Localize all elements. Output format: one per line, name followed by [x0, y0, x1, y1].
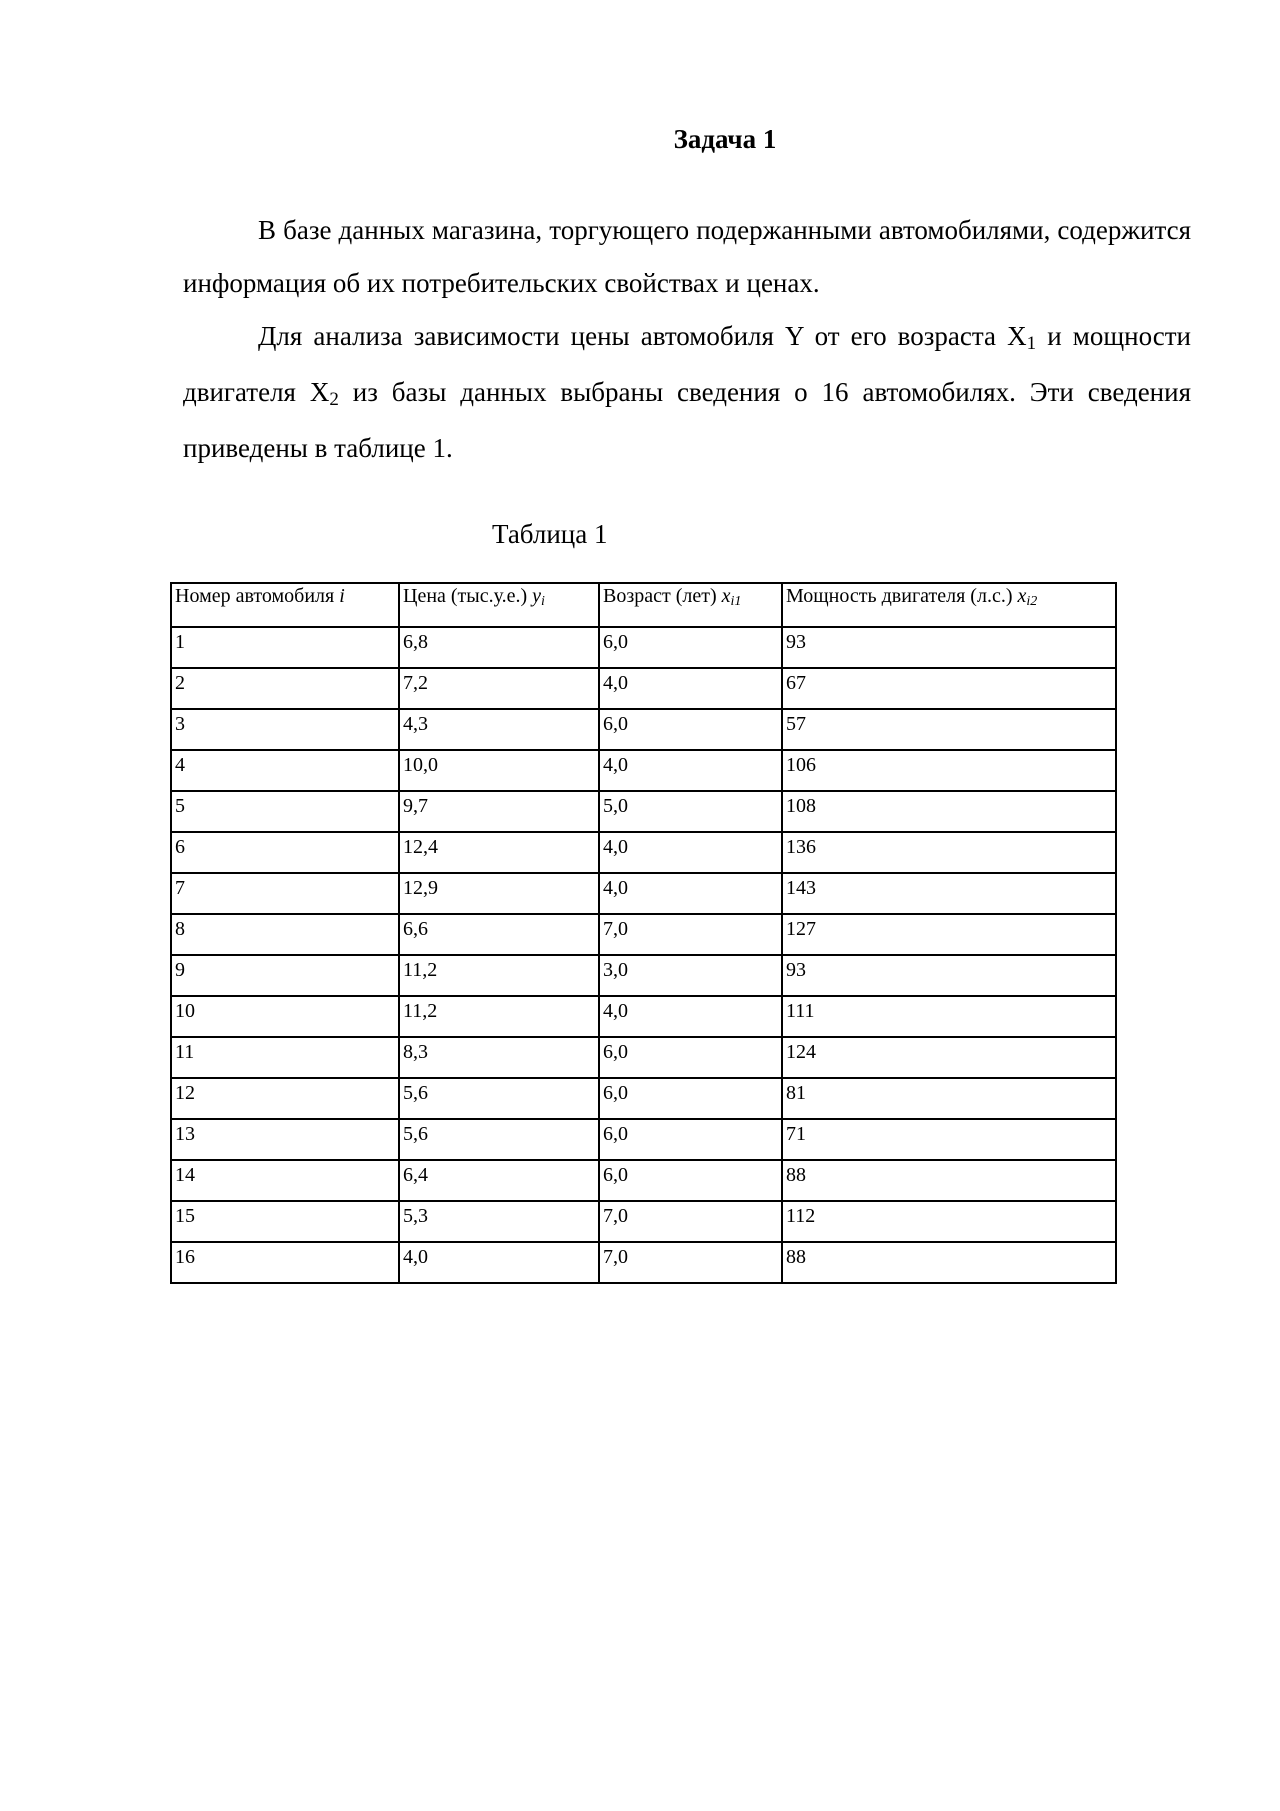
table-row — [171, 832, 1116, 873]
cell-number: 9 — [171, 955, 399, 996]
cell-age: 4,0 — [599, 996, 782, 1037]
paragraph-1: В базе данных магазина, торгующего подержанными автомобилями, содержится информация об их потребительских свойствах и ценах. — [183, 215, 1191, 298]
cell-power: 88 — [782, 1160, 1116, 1201]
cell-age: 6,0 — [599, 627, 782, 668]
cell-number: 7 — [171, 873, 399, 914]
cell-age: 4,0 — [599, 750, 782, 791]
subscript-2: 2 — [329, 389, 339, 410]
header-label: Мощность двигателя (л.с.) — [786, 585, 1018, 607]
cell-power: 93 — [782, 955, 1116, 996]
header-label: Возраст (лет) — [603, 585, 722, 607]
table-row — [171, 914, 1116, 955]
cell-age: 6,0 — [599, 1119, 782, 1160]
cell-power: 136 — [782, 832, 1116, 873]
table-row — [171, 627, 1116, 668]
cars-table — [170, 582, 1117, 1284]
cell-power: 127 — [782, 914, 1116, 955]
cell-price: 5,6 — [399, 1119, 599, 1160]
cell-number: 8 — [171, 914, 399, 955]
cell-price: 6,4 — [399, 1160, 599, 1201]
cell-price: 6,6 — [399, 914, 599, 955]
header-subscript: i2 — [1026, 594, 1038, 609]
cell-number: 12 — [171, 1078, 399, 1119]
cell-power: 57 — [782, 709, 1116, 750]
table-header-row — [171, 583, 1116, 627]
cell-age: 6,0 — [599, 709, 782, 750]
table-row — [171, 1242, 1116, 1283]
cell-price: 11,2 — [399, 996, 599, 1037]
cell-power: 88 — [782, 1242, 1116, 1283]
cell-age: 4,0 — [599, 668, 782, 709]
table-row — [171, 791, 1116, 832]
table-row — [171, 668, 1116, 709]
cell-age: 6,0 — [599, 1160, 782, 1201]
cell-price: 9,7 — [399, 791, 599, 832]
header-cell-price — [399, 583, 599, 627]
cell-price: 4,3 — [399, 709, 599, 750]
header-variable: i — [339, 585, 345, 607]
cell-power: 93 — [782, 627, 1116, 668]
table-row — [171, 955, 1116, 996]
cell-age: 6,0 — [599, 1037, 782, 1078]
header-subscript: i1 — [730, 594, 742, 609]
header-label: Номер автомобиля — [175, 585, 340, 607]
cell-price: 4,0 — [399, 1242, 599, 1283]
cell-price: 12,4 — [399, 832, 599, 873]
cell-power: 81 — [782, 1078, 1116, 1119]
cell-age: 7,0 — [599, 1201, 782, 1242]
cell-power: 106 — [782, 750, 1116, 791]
cell-price: 12,9 — [399, 873, 599, 914]
header-variable: x — [1017, 585, 1027, 607]
header-subscript: i — [541, 594, 545, 609]
cell-number: 4 — [171, 750, 399, 791]
header-variable: x — [721, 585, 731, 607]
table-caption: Таблица 1 — [492, 519, 608, 549]
cell-age: 4,0 — [599, 873, 782, 914]
paragraph-2-part-1: Для анализа зависимости цены автомобиля Y от его возраста X — [258, 321, 1027, 351]
paragraph-2 — [183, 310, 1191, 475]
cell-power: 67 — [782, 668, 1116, 709]
cell-power: 108 — [782, 791, 1116, 832]
paragraph-2-part-3: из базы данных выбраны сведения о 16 автомобилях. Эти сведения приведены в таблице 1. — [183, 377, 1191, 463]
cell-age: 7,0 — [599, 914, 782, 955]
table-row — [171, 1201, 1116, 1242]
header-variable: y — [532, 585, 542, 607]
header-label: Цена (тыс.у.е.) — [403, 585, 533, 607]
cell-age: 6,0 — [599, 1078, 782, 1119]
cell-price: 10,0 — [399, 750, 599, 791]
table-row — [171, 1037, 1116, 1078]
subscript-1: 1 — [1026, 333, 1037, 354]
cell-price: 6,8 — [399, 627, 599, 668]
cell-age: 5,0 — [599, 791, 782, 832]
cell-power: 112 — [782, 1201, 1116, 1242]
cell-number: 14 — [171, 1160, 399, 1201]
table-row — [171, 1078, 1116, 1119]
cell-number: 11 — [171, 1037, 399, 1078]
table-row — [171, 750, 1116, 791]
cell-power: 71 — [782, 1119, 1116, 1160]
cell-number: 15 — [171, 1201, 399, 1242]
cell-price: 5,3 — [399, 1201, 599, 1242]
cell-power: 143 — [782, 873, 1116, 914]
table-row — [171, 873, 1116, 914]
cell-number: 16 — [171, 1242, 399, 1283]
paragraph-2-part-2: и мощности двигателя X — [183, 321, 1191, 407]
cell-power: 124 — [782, 1037, 1116, 1078]
header-cell-power — [782, 583, 1116, 627]
page-title: Задача 1 — [673, 124, 777, 154]
header-cell-number — [171, 583, 399, 627]
cell-age: 7,0 — [599, 1242, 782, 1283]
cell-number: 2 — [171, 668, 399, 709]
cell-number: 3 — [171, 709, 399, 750]
cell-age: 3,0 — [599, 955, 782, 996]
cell-age: 4,0 — [599, 832, 782, 873]
problem-text — [183, 204, 1191, 475]
table-row — [171, 1160, 1116, 1201]
cell-number: 10 — [171, 996, 399, 1037]
cell-power: 111 — [782, 996, 1116, 1037]
table-row — [171, 996, 1116, 1037]
cell-price: 11,2 — [399, 955, 599, 996]
cell-number: 5 — [171, 791, 399, 832]
table-row — [171, 1119, 1116, 1160]
table-row — [171, 709, 1116, 750]
cell-number: 1 — [171, 627, 399, 668]
cell-number: 6 — [171, 832, 399, 873]
cell-price: 7,2 — [399, 668, 599, 709]
cell-number: 13 — [171, 1119, 399, 1160]
cell-price: 5,6 — [399, 1078, 599, 1119]
cell-price: 8,3 — [399, 1037, 599, 1078]
header-cell-age — [599, 583, 782, 627]
